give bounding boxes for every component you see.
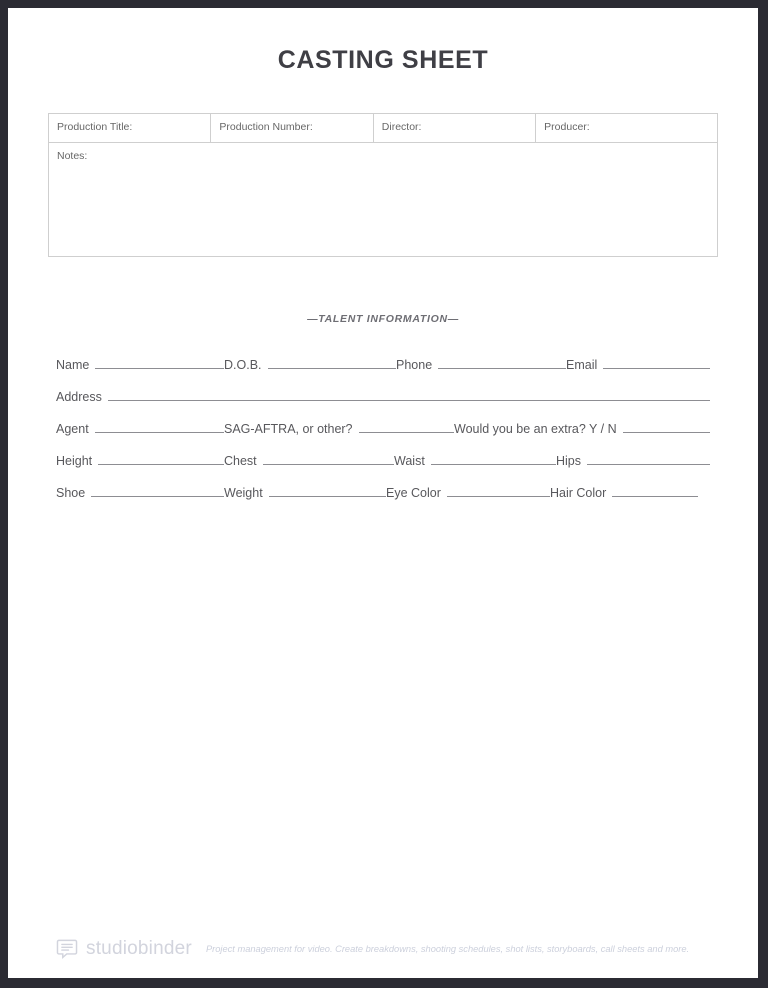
field-weight[interactable] [224, 485, 386, 500]
phone-input-rule[interactable] [438, 357, 566, 369]
brand-name-part1: studio [86, 938, 138, 959]
field-waist[interactable] [394, 453, 556, 468]
name-label: Name [56, 357, 90, 372]
page-title: CASTING SHEET [277, 46, 489, 74]
agent-input-rule[interactable] [95, 421, 224, 433]
field-eye-color[interactable] [386, 485, 550, 500]
email-input-rule[interactable] [603, 357, 710, 369]
production-info-table [48, 113, 718, 257]
waist-input-rule[interactable] [431, 453, 556, 465]
cell-production-number[interactable] [211, 114, 373, 143]
form-row-address [56, 389, 710, 404]
brand-name [86, 938, 192, 960]
field-height[interactable] [56, 453, 224, 468]
field-union[interactable] [224, 421, 454, 436]
agent-label: Agent [56, 421, 89, 436]
union-input-rule[interactable] [359, 421, 454, 433]
weight-input-rule[interactable] [269, 485, 386, 497]
form-row-representation [56, 421, 710, 436]
address-label: Address [56, 389, 102, 404]
production-number-label: Production Number: [219, 121, 313, 133]
cell-director[interactable] [373, 114, 535, 143]
field-extra[interactable] [454, 421, 710, 436]
form-row-appearance [56, 485, 710, 500]
chest-input-rule[interactable] [263, 453, 394, 465]
hips-label: Hips [556, 453, 582, 468]
address-input-rule[interactable] [108, 389, 710, 401]
extra-input-rule[interactable] [623, 421, 710, 433]
field-phone[interactable] [396, 357, 566, 372]
field-agent[interactable] [56, 421, 224, 436]
studiobinder-logo [56, 938, 192, 960]
hair-color-input-rule[interactable] [612, 485, 698, 497]
name-input-rule[interactable] [95, 357, 224, 369]
production-info-section [8, 113, 758, 257]
cell-production-title[interactable] [49, 114, 211, 143]
cell-notes[interactable] [49, 142, 718, 256]
height-input-rule[interactable] [98, 453, 224, 465]
eye-color-label: Eye Color [386, 485, 441, 500]
union-label: SAG-AFTRA, or other? [224, 421, 353, 436]
director-label: Director: [381, 121, 422, 133]
waist-label: Waist [394, 453, 425, 468]
field-shoe[interactable] [56, 485, 224, 500]
production-title-label: Production Title: [57, 121, 133, 133]
table-row [49, 114, 718, 143]
dob-input-rule[interactable] [268, 357, 396, 369]
notes-label: Notes: [57, 149, 88, 162]
brand-name-part2: binder [137, 938, 192, 959]
form-row-contact [56, 357, 710, 372]
form-row-measurements [56, 453, 710, 468]
field-hips[interactable] [556, 453, 710, 468]
talent-information-heading: —TALENT INFORMATION— [307, 312, 459, 325]
footer-tagline: Project management for video. Create breakdowns, shooting schedules, shot lists, storyboards, call sheets and more. [205, 944, 690, 954]
page-footer [8, 938, 758, 960]
extra-label: Would you be an extra? Y / N [454, 421, 617, 436]
speech-bubble-icon [56, 938, 78, 960]
hips-input-rule[interactable] [587, 453, 710, 465]
document-page [8, 8, 758, 978]
hair-color-label: Hair Color [550, 485, 607, 500]
producer-label: Producer: [544, 121, 590, 133]
shoe-label: Shoe [56, 485, 86, 500]
talent-form [8, 357, 758, 500]
height-label: Height [56, 453, 93, 468]
cell-producer[interactable] [536, 114, 718, 143]
field-address[interactable] [56, 389, 710, 404]
phone-label: Phone [396, 357, 433, 372]
table-row [49, 142, 718, 256]
shoe-input-rule[interactable] [91, 485, 224, 497]
field-chest[interactable] [224, 453, 394, 468]
chest-label: Chest [224, 453, 257, 468]
email-label: Email [566, 357, 598, 372]
field-email[interactable] [566, 357, 710, 372]
weight-label: Weight [224, 485, 263, 500]
dob-label: D.O.B. [224, 357, 262, 372]
field-hair-color[interactable] [550, 485, 698, 500]
field-name[interactable] [56, 357, 224, 372]
field-dob[interactable] [224, 357, 396, 372]
eye-color-input-rule[interactable] [447, 485, 550, 497]
